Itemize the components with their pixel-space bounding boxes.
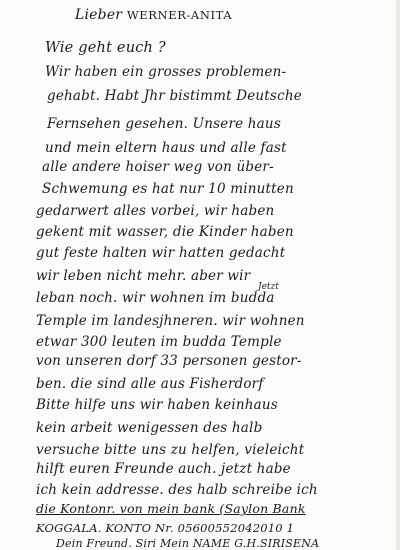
letter-line-11: wir leben nicht mehr. aber wir — [36, 268, 251, 284]
letter-line-23: KOGGALA. KONTO Nr. 05600552042010 1 — [36, 521, 295, 535]
letter-line-2: Wir haben ein grosses problemen- — [45, 64, 287, 80]
letter-line-6: alle andere hoiser weg von über- — [42, 159, 274, 175]
letter-line-22: die Kontonr. von mein bank (Saylon Bank — [36, 501, 306, 516]
letter-line-18: kein arbeit wenigessen des halb — [36, 420, 263, 436]
letter-line-13: Temple im landesjhneren. wir wohnen — [36, 313, 305, 329]
letter-line-4: Fernsehen gesehen. Unsere haus — [47, 116, 281, 132]
letter-line-15: von unseren dorf 33 personen gestor- — [36, 353, 302, 369]
letter-line-7: Schwemung es hat nur 10 minutten — [42, 181, 294, 197]
letter-line-20: hilft euren Freunde auch. jetzt habe — [36, 461, 291, 477]
letter-line-1: Wie geht euch ? — [45, 40, 166, 56]
paper-edge — [396, 0, 400, 550]
letter-line-9: gekent mit wasser, die Kinder haben — [36, 224, 294, 240]
letter-line-17: Bitte hilfe uns wir haben keinhaus — [36, 397, 278, 413]
letter-line-12: leban noch. wir wohnen im budda — [36, 290, 275, 306]
letter-line-14: etwar 300 leuten im budda Temple — [36, 334, 282, 350]
letter-line-16: ben. die sind alle aus Fisherdorf — [36, 376, 264, 392]
greeting-names: WERNER-ANITA — [126, 8, 233, 22]
letter-signature: Dein Freund. Siri Mein NAME G.H.SIRISENA — [56, 537, 320, 550]
letter-line-21: ich kein addresse. des halb schreibe ich — [36, 482, 318, 498]
letter-line-10: gut feste halten wir hatten gedacht — [36, 245, 286, 261]
greeting-prefix: Lieber — [75, 7, 123, 23]
letter-greeting — [75, 7, 232, 23]
letter-line-19: versuche bitte uns zu helfen, vieleicht — [36, 442, 305, 458]
letter-line-3: gehabt. Habt Jhr bistimmt Deutsche — [47, 88, 302, 104]
letter-line-8: gedarwert alles vorbei, wir haben — [36, 203, 275, 219]
inserted-word: Jetzt — [258, 282, 279, 292]
letter-line-5: und mein eltern haus und alle fast — [45, 140, 287, 156]
